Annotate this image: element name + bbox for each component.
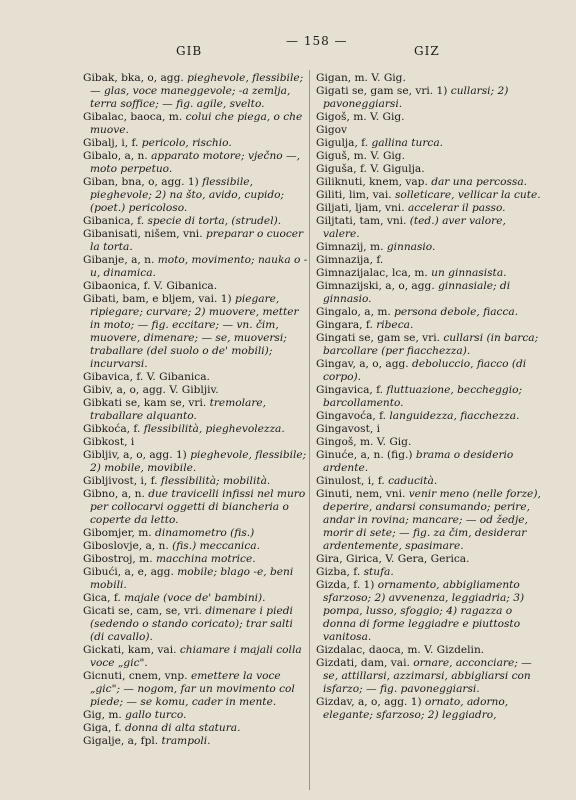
grammar-info: m. [134, 527, 156, 539]
grammar-info: gam se, vri. [373, 332, 444, 344]
definition: moto, movimento; nauka o -u, dinamica. [90, 254, 308, 279]
definition: brama o desiderio ardente. [323, 449, 514, 474]
grammar-info: bam, e bljem, vai. 1) [118, 293, 236, 305]
dictionary-entry [83, 592, 309, 605]
dictionary-entry [83, 371, 309, 384]
dictionary-entry [83, 449, 309, 475]
headword: Gibalac, [83, 111, 127, 123]
headword: Ginulost, [316, 475, 365, 487]
dictionary-entry [316, 384, 542, 410]
definition: cullarsi; 2) pavoneggiarsi. [323, 85, 509, 110]
grammar-info: kam, vai. [124, 644, 180, 656]
headword: Gizdati, [316, 657, 358, 669]
grammar-info: i, f. [137, 475, 161, 487]
grammar-info: a, m. [360, 306, 395, 318]
definition: venir meno (nelle forze), deperire, andarsi consumando; perire, andar in rovina; mancare; — od žedje, morir di sete; — fig. za čim, desiderar ardentemente, spasimare. [323, 488, 541, 552]
headword: Gicati se, [83, 605, 134, 617]
definition: languidezza, fiacchezza. [389, 410, 520, 422]
headword: Gibomjer, [83, 527, 135, 539]
grammar-info: baoca, m. [126, 111, 186, 123]
headword: Gizba, [316, 566, 350, 578]
headword: Giban, [83, 176, 119, 188]
definition: (ted.) aver valore, valere. [323, 215, 506, 240]
dictionary-entry [316, 137, 542, 150]
headword: Gibavica, [83, 371, 133, 383]
definition: donna di alta statura. [124, 722, 241, 734]
definition: pieghevole, flessibile; 2) mobile, movibile. [90, 449, 307, 474]
grammar-info: m. V. Gig. [356, 436, 412, 448]
grammar-info: m. V. Gig. [351, 72, 406, 84]
definition: chiamare i majali colla voce „gic". [90, 644, 302, 669]
dictionary-entry [316, 280, 542, 306]
headword: Gimnazijalac, [316, 267, 389, 279]
dictionary-entry [316, 176, 542, 189]
headword: Gig, [83, 709, 105, 721]
headword: Gickati, [83, 644, 125, 656]
right-column [316, 72, 542, 722]
grammar-info: m. [105, 709, 126, 721]
headword: Gingavica, [316, 384, 373, 396]
grammar-info: f. V. Gibanica. [140, 280, 218, 292]
dictionary-entry [83, 254, 309, 280]
dictionary-entry [316, 319, 542, 332]
headword: Gibiv, [83, 384, 114, 396]
headword: Gibući, [83, 566, 122, 578]
grammar-info: a, fpl. [124, 735, 162, 747]
dictionary-entry [83, 475, 309, 488]
definition: dinamometro (fis.) [155, 527, 255, 539]
grammar-info: f. [110, 592, 125, 604]
grammar-info: a, o, agg. 1) [119, 449, 191, 461]
headword: Giguša, [316, 163, 357, 175]
definition: ginnasiale; di ginnasio. [323, 280, 511, 305]
dictionary-entry [83, 527, 309, 540]
definition: gallina turca. [371, 137, 443, 149]
definition: fluttuazione, beccheggio; barcollamento. [323, 384, 523, 409]
grammar-info: a, o, agg. 1) [354, 696, 426, 708]
grammar-info: cam, se, vri. [133, 605, 206, 617]
headword: Gibkoća, [83, 423, 131, 435]
headword: Gica, [83, 592, 111, 604]
definition: caducità. [388, 475, 438, 487]
headword: Gizdalac, [316, 644, 366, 656]
headword: Gingavoća, [316, 410, 376, 422]
definition: un ginnasista. [431, 267, 507, 279]
dictionary-entry [316, 189, 542, 202]
dictionary-entry [83, 72, 309, 111]
headword: Giboslovje, [83, 540, 143, 552]
grammar-info: f. [362, 319, 377, 331]
headword: Gibak, [83, 72, 118, 84]
headword: Giliknuti, [316, 176, 366, 188]
dictionary-entry [316, 150, 542, 163]
dictionary-entry [316, 410, 542, 423]
page-header-left: GIB [176, 44, 203, 58]
dictionary-entry [316, 306, 542, 319]
dictionary-entry [83, 709, 309, 722]
definition: pieghevole, flessibile; — glas, voce maneggevole; -a zemlja, terra soffice; — fig. agile, svelto. [90, 72, 304, 110]
dictionary-entry [83, 384, 309, 397]
grammar-info: f. [130, 423, 144, 435]
definition: persona debole, fiacca. [394, 306, 519, 318]
grammar-info: f. [349, 566, 364, 578]
definition: apparato motore; vječno —, moto perpetuo. [90, 150, 300, 175]
dictionary-entry [83, 228, 309, 254]
headword: Gizdav, [316, 696, 355, 708]
dictionary-entry [316, 696, 542, 722]
headword: Giguš, [316, 150, 351, 162]
grammar-info: daoca, m. V. Gizdelin. [365, 644, 485, 656]
grammar-info: f. [111, 722, 125, 734]
definition: dar una percossa. [431, 176, 528, 188]
grammar-info: nem, vni. [352, 488, 409, 500]
dictionary-entry [83, 644, 309, 670]
headword: Gingavost, [316, 423, 374, 435]
dictionary-entry [316, 553, 542, 566]
definition: flessibilità; mobilità. [160, 475, 271, 487]
grammar-info: lim, vai. [345, 189, 395, 201]
headword: Gibljivost, [83, 475, 138, 487]
headword: Gibostroj, [83, 553, 136, 565]
definition: dimenare i piedi (sedendo o stando coricato); trar salti (di cavallo). [90, 605, 293, 643]
definition: ornamento, abbigliamento sfarzoso; 2) avvenenza, leggiadria; 3) pompa, lusso, sfoggio; 4) ragazza o donna di forme leggiadre e piuttosto vanitosa. [323, 579, 525, 643]
dictionary-entry [83, 566, 309, 592]
grammar-info: tam, vni. [356, 215, 410, 227]
grammar-info: bka, o, agg. [117, 72, 188, 84]
grammar-info: ljam, vni. [351, 202, 408, 214]
dictionary-entry [83, 150, 309, 176]
headword: Gigov [316, 124, 347, 136]
dictionary-entry [316, 85, 542, 111]
definition: tremolare, traballare alquanto. [90, 397, 267, 422]
grammar-info: kam se, vri. [140, 397, 210, 409]
headword: Gigati se, [316, 85, 368, 97]
dictionary-entry [316, 423, 542, 436]
definition: (fis.) meccanica. [172, 540, 260, 552]
definition: macchina motrice. [155, 553, 256, 565]
grammar-info: f. [357, 137, 372, 149]
headword: Gira, [316, 553, 343, 565]
definition: preparar o cuocer la torta. [90, 228, 304, 253]
grammar-info: m. [366, 241, 387, 253]
headword: Ginuće, [316, 449, 358, 461]
dictionary-entry [316, 566, 542, 579]
headword: Gingoš, [316, 436, 357, 448]
grammar-info: m. V. Gig. [350, 150, 405, 162]
grammar-info: f. [372, 384, 387, 396]
headword: Gibljiv, [83, 449, 120, 461]
grammar-info: a, e, agg. [121, 566, 178, 578]
grammar-info: nišem, vni. [140, 228, 206, 240]
definition: emettere la voce „gic"; — nogom, far un movimento col piede; — se komu, cader in mente. [90, 670, 295, 708]
grammar-info: a, n. [127, 254, 158, 266]
definition: solleticare, vellicar la cute. [395, 189, 541, 201]
headword: Giliti, [316, 189, 346, 201]
dictionary-entry [83, 293, 309, 371]
definition: deboluccio, fiacco (di corpo). [323, 358, 527, 383]
headword: Gibanisati, [83, 228, 141, 240]
grammar-info: Girica, V. Gera, Gerica. [342, 553, 470, 565]
definition: ornato, adorno, elegante; sfarzoso; 2) leggiadro, [323, 696, 509, 721]
headword: Gimnazijski, [316, 280, 382, 292]
dictionary-entry [83, 436, 309, 449]
dictionary-entry [316, 475, 542, 488]
headword: Gibalo, [83, 150, 122, 162]
dictionary-entry [316, 215, 542, 241]
grammar-info: cnem, vnp. [125, 670, 191, 682]
definition: ribeca. [376, 319, 414, 331]
dictionary-entry [316, 241, 542, 254]
headword: Gimnazija, [316, 254, 373, 266]
dictionary-entry [83, 176, 309, 215]
dictionary-entry [316, 124, 542, 137]
dictionary-entry [83, 553, 309, 566]
grammar-info: bna, o, agg. 1) [118, 176, 203, 188]
grammar-info: f. 1) [349, 579, 378, 591]
headword: Gingara, [316, 319, 363, 331]
dictionary-entry [316, 657, 542, 696]
definition: majale (voce de' bambini). [124, 592, 266, 604]
headword: Giljtati, [316, 215, 357, 227]
grammar-info: f. V. Gibanica. [132, 371, 210, 383]
grammar-info: gam se, vri. 1) [367, 85, 451, 97]
grammar-info: m. [135, 553, 156, 565]
grammar-info: f. [375, 410, 390, 422]
dictionary-entry [316, 267, 542, 280]
dictionary-entry [83, 397, 309, 423]
dictionary-entry [316, 449, 542, 475]
headword: Gibno, [83, 488, 119, 500]
headword: Gigan, [316, 72, 352, 84]
definition: colui che piega, o che muove. [90, 111, 303, 136]
definition: flessibilità, pieghevolezza. [143, 423, 285, 435]
left-column [83, 72, 309, 748]
dictionary-entry [316, 644, 542, 657]
definition: specie di torta, (strudel). [147, 215, 282, 227]
headword: Gibkost, [83, 436, 128, 448]
headword: Gigoš, [316, 111, 350, 123]
definition: due travicelli infissi nel muro per collocarvi oggetti di biancheria o coperte da letto. [90, 488, 306, 526]
definition: piegare, ripiegare; curvare; 2) muovere, metter in moto; — fig. eccitare; — vn. čim, muovere, dimenare; — se, muoversi; traballare (del suolo o de' mobili); incurvarsi. [90, 293, 299, 370]
definition: ginnasio. [386, 241, 436, 253]
dictionary-entry [83, 280, 309, 293]
dictionary-entry [316, 332, 542, 358]
dictionary-entry [316, 202, 542, 215]
grammar-info: i [127, 436, 135, 448]
grammar-info: i, f. [118, 137, 142, 149]
definition: pericolo, rischio. [141, 137, 232, 149]
headword: Gibanje, [83, 254, 128, 266]
dictionary-entry [316, 254, 542, 267]
grammar-info: a, n. [121, 150, 152, 162]
grammar-info: a, o, agg. V. Gibljiv. [113, 384, 219, 396]
dictionary-entry [83, 488, 309, 527]
grammar-info: lca, m. [388, 267, 432, 279]
headword: Gigulja, [316, 137, 358, 149]
headword: Giljati, [316, 202, 352, 214]
definition: accelerar il passo. [407, 202, 506, 214]
dictionary-entry [83, 540, 309, 553]
dictionary-entry [83, 722, 309, 735]
dictionary-entry [316, 111, 542, 124]
grammar-info: a, o, agg. [355, 358, 413, 370]
grammar-info: a, n. [118, 488, 149, 500]
headword: Gibati, [83, 293, 119, 305]
grammar-info: a, n. (fig.) [357, 449, 416, 461]
grammar-info: m. V. Gig. [349, 111, 405, 123]
dictionary-entry [316, 579, 542, 644]
column-divider [309, 70, 310, 790]
headword: Gingav, [316, 358, 356, 370]
grammar-info: f. V. Gigulja. [356, 163, 425, 175]
definition: cullarsi (in barca; barcollare (per fiacchezza). [323, 332, 539, 357]
grammar-info: a, n. [142, 540, 173, 552]
headword: Gibkati se, [83, 397, 141, 409]
grammar-info: i, f. [364, 475, 389, 487]
grammar-info: a, o, agg. [381, 280, 439, 292]
grammar-info: knem, vap. [365, 176, 432, 188]
headword: Gimnazij, [316, 241, 367, 253]
definition: gallo turco. [125, 709, 187, 721]
headword: Gizda, [316, 579, 350, 591]
dictionary-entry [83, 111, 309, 137]
headword: Gigalje, [83, 735, 125, 747]
grammar-info: f. [133, 215, 148, 227]
dictionary-entry [83, 735, 309, 748]
dictionary-entry [83, 670, 309, 709]
dictionary-entry [83, 137, 309, 150]
page-header-right: GIZ [414, 44, 440, 58]
grammar-info: dam, vai. [357, 657, 414, 669]
definition: flessibile, pieghevole; 2) na što, avido, cupido; (poet.) pericoloso. [90, 176, 285, 214]
headword: Gingati se, [316, 332, 374, 344]
page-number: — 158 — [286, 34, 348, 48]
headword: Gibalj, [83, 137, 118, 149]
dictionary-entry [316, 72, 542, 85]
headword: Gibanica, [83, 215, 134, 227]
dictionary-entry [316, 163, 542, 176]
grammar-info: i [373, 423, 380, 435]
headword: Giga, [83, 722, 112, 734]
dictionary-entry [316, 358, 542, 384]
definition: trampoli. [161, 735, 211, 747]
dictionary-entry [83, 423, 309, 436]
dictionary-entry [316, 488, 542, 553]
definition: mobile; blago -e, beni mobili. [90, 566, 294, 591]
definition: stufa. [363, 566, 394, 578]
headword: Gibaonica, [83, 280, 141, 292]
dictionary-entry [83, 215, 309, 228]
dictionary-entry [316, 436, 542, 449]
headword: Gingalo, [316, 306, 361, 318]
headword: Gicnuti, [83, 670, 126, 682]
definition: ornare, acconciare; — se, attillarsi, azzimarsi, abbigliarsi con isfarzo; — fig. pavoneggiarsi. [323, 657, 532, 695]
dictionary-entry [83, 605, 309, 644]
grammar-info: f. [372, 254, 384, 266]
headword: Ginuti, [316, 488, 353, 500]
